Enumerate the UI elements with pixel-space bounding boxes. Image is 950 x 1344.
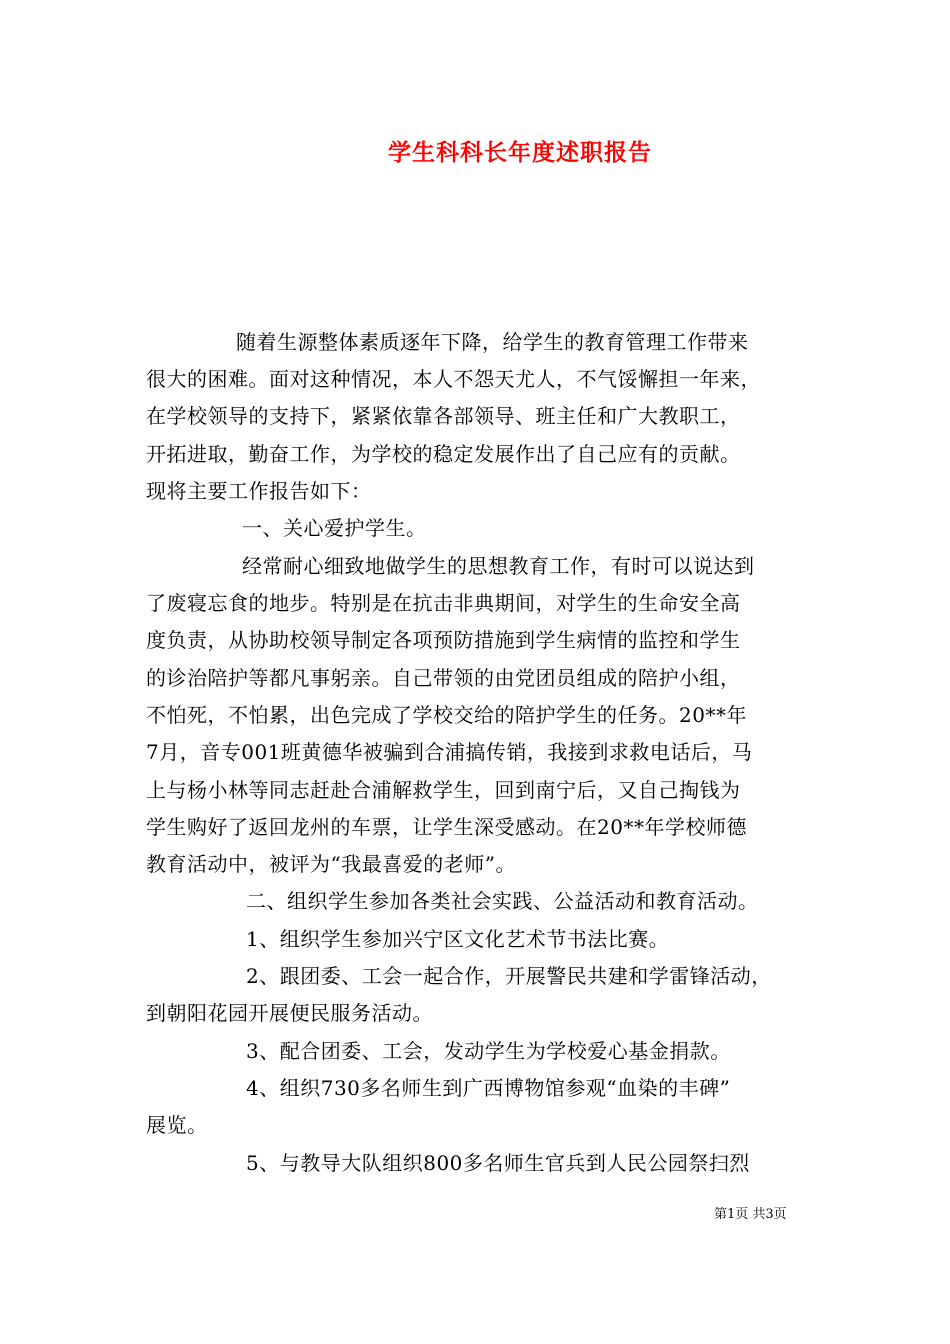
list-item: 1、组织学生参加兴宁区文化艺术节书法比赛。 — [246, 927, 670, 951]
body-line: 教育活动中，被评为“我最喜爱的老师”。 — [146, 852, 516, 876]
body-line: 上与杨小林等同志赶赴合浦解救学生，回到南宁后，又自己掏钱为 — [146, 778, 741, 802]
body-line: 了废寝忘食的地步。特别是在抗击非典期间，对学生的生命安全高 — [146, 591, 741, 615]
body-line: 学生购好了返回龙州的车票，让学生深受感动。在20**年学校师德 — [146, 815, 747, 839]
document-title: 学生科科长年度述职报告 — [388, 140, 652, 166]
list-item: 5、与教导大队组织800多名师生官兵到人民公园祭扫烈 — [246, 1151, 750, 1175]
body-line: 度负责，从协助校领导制定各项预防措施到学生病情的监控和学生 — [146, 628, 741, 652]
body-line: 现将主要工作报告如下： — [146, 479, 372, 503]
body-line: 在学校领导的支持下，紧紧依靠各部领导、班主任和广大教职工， — [146, 404, 741, 428]
body-line: 展览。 — [146, 1113, 208, 1137]
body-line: 到朝阳花园开展便民服务活动。 — [146, 1001, 433, 1025]
page-number: 第1页 共3页 — [714, 1207, 787, 1222]
body-line: 7月，音专001班黄德华被骗到合浦搞传销，我接到求救电话后，马 — [146, 740, 753, 764]
section-heading: 一、关心爱护学生。 — [242, 516, 427, 540]
body-line: 不怕死，不怕累，出色完成了学校交给的陪护学生的任务。20**年 — [146, 703, 747, 727]
body-line: 经常耐心细致地做学生的思想教育工作，有时可以说达到 — [242, 554, 755, 578]
list-item: 4、组织730多名师生到广西博物馆参观“血染的丰碑” — [246, 1076, 731, 1100]
list-item: 3、配合团委、工会，发动学生为学校爱心基金捐款。 — [246, 1039, 731, 1063]
body-line: 随着生源整体素质逐年下降，给学生的教育管理工作带来 — [236, 330, 749, 354]
list-item: 2、跟团委、工会一起合作，开展警民共建和学雷锋活动， — [246, 964, 772, 988]
body-line: 的诊治陪护等都凡事躬亲。自己带领的由党团员组成的陪护小组， — [146, 666, 741, 690]
section-heading: 二、组织学生参加各类社会实践、公益活动和教育活动。 — [246, 889, 759, 913]
body-line: 很大的困难。面对这种情况，本人不怨天尤人，不气馁懈担一年来， — [146, 367, 761, 391]
body-line: 开拓进取，勤奋工作，为学校的稳定发展作出了自己应有的贡献。 — [146, 442, 741, 466]
